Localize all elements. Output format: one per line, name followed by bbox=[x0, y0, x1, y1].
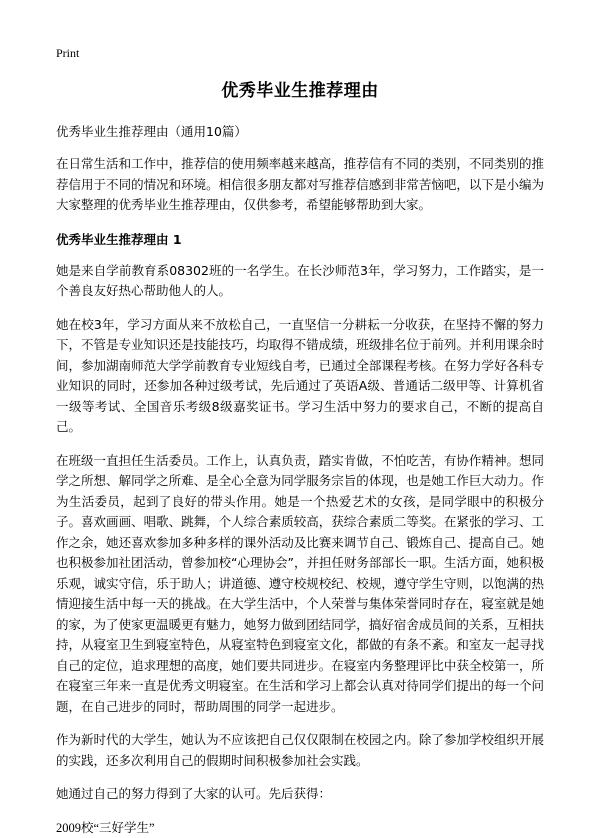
intro-paragraph: 在日常生活和工作中，推荐信的使用频率越来越高，推荐信有不同的类别，不同类别的推荐信用于不同的情况和环境。相信很多朋友都对写推荐信感到非常苦恼吧，以下是小编为大家整理的优秀毕业生推荐理由，仅供参考，希望能够帮助到大家。 bbox=[56, 156, 544, 212]
paragraph-study: 她在校3年，学习方面从来不放松自己，一直坚信一分耕耘一分收获，在坚持不懈的努力下，不管是专业知识还是技能技巧，均取得不错成绩，班级排名位于前列。并利用课余时间，参加湖南师范大学学前教育专业短线自考，已通过全部课程考核。在努力学好各科专业知识的同时，还参加各种过级考试，先后通过了英语A级、普通话二级甲等、计算机省一级等考试、全国音乐考级8级嘉奖证书。学习生活中努力的要求自己，不断的提高自己。 bbox=[56, 316, 544, 434]
paragraph-awards-intro: 她通过自己的努力得到了大家的认可。先后获得： bbox=[56, 786, 332, 801]
paragraph-social-practice: 作为新时代的大学生，她认为不应该把自己仅仅限制在校园之内。除了参加学校组织开展的实践，还多次利用自己的假期时间积极参加社会实践。 bbox=[56, 732, 544, 768]
print-link[interactable]: Print bbox=[56, 46, 80, 60]
document-body bbox=[56, 76, 544, 838]
section-heading: 优秀毕业生推荐理由 1 bbox=[56, 231, 182, 247]
paragraph-class-work: 在班级一直担任生活委员。工作上，认真负责，踏实肯做，不怕吃苦，有协作精神。想同学之所想、解同学之所难、是全心全意为同学服务宗旨的体现，也是她工作巨大动力。作为生活委员，起到了良好的带头作用。她是一个热爱艺术的女孩，是同学眼中的积极分子。喜欢画画、唱歌、跳舞，个人综合素质较高，获综合素质二等奖。在紧张的学习、工作之余，她还喜欢参加多种多样的课外活动及比赛来调节自己、锻炼自己、提高自己。她也积极参加社团活动，曾参加校“心理协会”，并担任财务部部长一职。生活方面，她积极乐观，诚实守信，乐于助人；讲道德、遵守校规校纪、校规，遵守学生守则，以饱满的热情迎接生活中每一天的挑战。在大学生活中，个人荣誉与集体荣誉同时存在，寝室就是她的家，为了使家更温暖更有魅力，她努力做到团结同学，搞好宿舍成员间的关系，互相扶持，从寝室卫生到寝室特色，从寝室特色到寝室文化，都做的有条不紊。和室友一起寻找自己的定位，追求理想的高度，她们要共同进步。在寝室内务整理评比中获全校第一，所在寝室三年来一直是优秀文明寝室。在生活和学习上都会认真对待同学们提出的每一个问题，在自己进步的同时，帮助周围的同学一起进步。 bbox=[56, 452, 544, 714]
paragraph-student-intro: 她是来自学前教育系08302班的一名学生。在长沙师范3年，学习努力，工作踏实，是一个善良友好热心帮助他人的人。 bbox=[56, 262, 544, 298]
page-title: 优秀毕业生推荐理由 bbox=[221, 81, 379, 101]
award-item: 2009校“三好学生” bbox=[56, 820, 155, 835]
document-subtitle: 优秀毕业生推荐理由（通用10篇） bbox=[56, 124, 247, 139]
